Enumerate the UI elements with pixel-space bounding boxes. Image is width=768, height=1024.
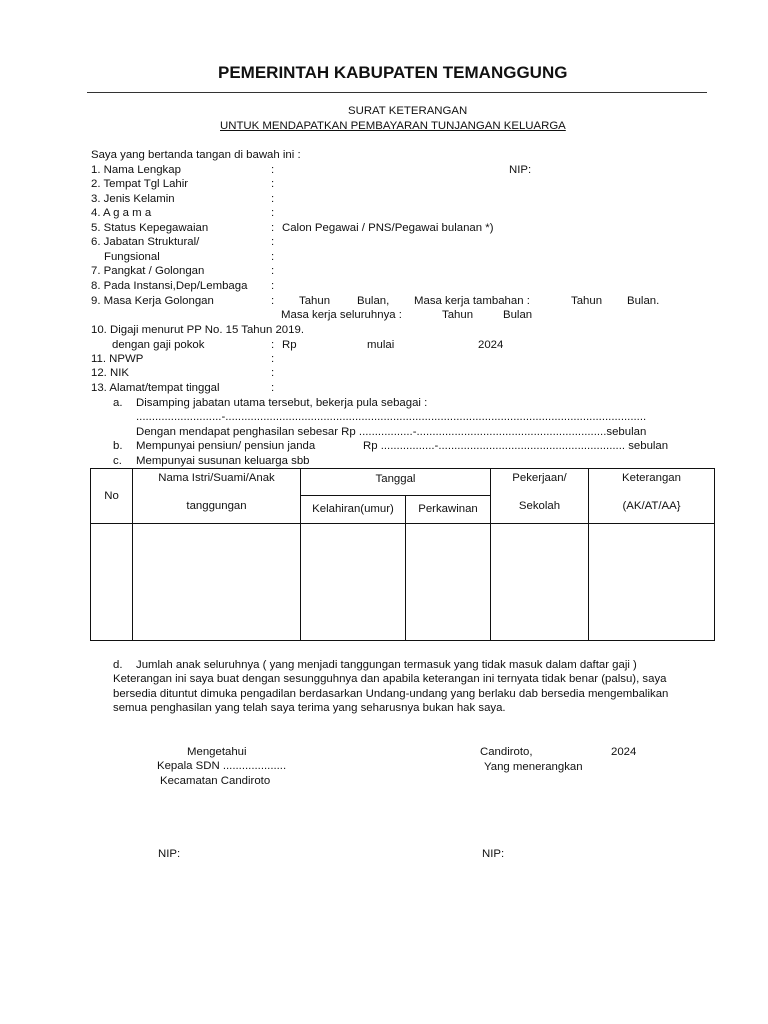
jabatan-label: 6. Jabatan Struktural/	[91, 236, 200, 248]
gaji-rp: Rp	[282, 339, 297, 351]
nama-label: 1. Nama Lengkap	[91, 164, 181, 176]
instansi-label: 8. Pada Instansi,Dep/Lembaga	[91, 280, 248, 292]
status-value: Calon Pegawai / PNS/Pegawai bulanan *)	[282, 222, 494, 234]
letter-purpose: UNTUK MENDAPATKAN PEMBAYARAN TUNJANGAN KELUARGA	[220, 120, 566, 132]
fungsional-colon: :	[271, 251, 275, 263]
statement-line3: semua penghasilan yang telah saya terima yang seharusnya bukan hak saya.	[113, 702, 506, 714]
tambahan-bulan: Bulan.	[627, 295, 660, 307]
sig-left-role: Kepala SDN ....................	[157, 760, 287, 772]
npwp-colon: :	[271, 353, 275, 365]
agama-label: 4. A g a m a	[91, 207, 152, 219]
ttl-label: 2. Tempat Tgl Lahir	[91, 178, 189, 190]
item-b-value: Rp .................-........................................................... sebulan	[363, 440, 669, 452]
gaji-label: 10. Digaji menurut PP No. 15 Tahun 2019.	[91, 324, 304, 336]
nik-colon: :	[271, 367, 275, 379]
header-rule	[87, 92, 707, 93]
nama-header-line2: tanggungan	[186, 499, 247, 512]
sig-right-nip: NIP:	[482, 848, 505, 860]
item-a-text: Disamping jabatan utama tersebut, bekerja pula sebagai :	[136, 397, 428, 409]
jk-colon: :	[271, 193, 275, 205]
masa-colon: :	[271, 295, 275, 307]
item-a-label: a.	[113, 397, 123, 409]
col-nama-header	[133, 469, 301, 524]
col-pekerjaan-header	[491, 469, 589, 524]
cell-kelahiran	[301, 524, 406, 641]
status-label: 5. Status Kepegawaian	[91, 222, 209, 234]
statement-line2: bersedia dituntut dimuka pengadilan berdasarkan Undang-undang yang berlaku dab bersedia mengembalikan	[113, 688, 669, 700]
item-d-text: Jumlah anak seluruhnya ( yang menjadi tanggungan termasuk yang tidak masuk dalam daftar gaji )	[136, 659, 637, 671]
sig-left-office: Kecamatan Candiroto	[160, 775, 271, 787]
jabatan-label-cont: Fungsional	[104, 251, 160, 263]
jabatan-colon: :	[271, 236, 275, 248]
family-table	[90, 468, 715, 641]
keterangan-header-line1: Keterangan	[622, 472, 681, 484]
nip-label: NIP:	[509, 164, 532, 176]
gaji-year: 2024	[478, 339, 504, 351]
cell-no	[91, 524, 133, 641]
masa-bulan: Bulan,	[357, 295, 390, 307]
status-colon: :	[271, 222, 275, 234]
masa-tahun: Tahun	[299, 295, 331, 307]
seluruh-tahun: Tahun	[442, 309, 474, 321]
pangkat-label: 7. Pangkat / Golongan	[91, 265, 205, 277]
instansi-colon: :	[271, 280, 275, 292]
tambahan-tahun: Tahun	[571, 295, 603, 307]
item-c-text: Mempunyai susunan keluarga sbb	[136, 455, 310, 467]
pekerjaan-header-line1: Pekerjaan/	[512, 472, 567, 484]
table-header-row	[91, 469, 715, 496]
masa-seluruh-label: Masa kerja seluruhnya :	[281, 309, 402, 321]
sig-right-place: Candiroto,	[480, 746, 533, 758]
intro-text: Saya yang bertanda tangan di bawah ini :	[91, 149, 301, 161]
cell-perkawinan	[406, 524, 491, 641]
seluruh-bulan: Bulan	[503, 309, 533, 321]
jenis-kelamin-label: 3. Jenis Kelamin	[91, 193, 175, 205]
gaji-pokok-label: dengan gaji pokok	[112, 339, 205, 351]
cell-pekerjaan	[491, 524, 589, 641]
npwp-label: 11. NPWP	[91, 353, 144, 365]
keterangan-header-line2: (AK/AT/AA}	[622, 499, 681, 512]
alamat-colon: :	[271, 382, 275, 394]
sig-right-year: 2024	[611, 746, 637, 758]
cell-nama	[133, 524, 301, 641]
item-a-income: Dengan mendapat penghasilan sebesar Rp .................-............................................................sebulan	[136, 426, 647, 438]
gaji-colon: :	[271, 339, 275, 351]
masa-tambahan-label: Masa kerja tambahan :	[414, 295, 530, 307]
col-kelahiran-header: Kelahiran(umur)	[301, 496, 406, 524]
item-b-label: b.	[113, 440, 123, 452]
agama-colon: :	[271, 207, 275, 219]
item-a-dots: ...........................-.....................................................................................................................................	[136, 411, 647, 423]
sig-left-nip: NIP:	[158, 848, 181, 860]
nama-header-line1: Nama Istri/Suami/Anak	[158, 472, 275, 484]
masa-kerja-label: 9. Masa Kerja Golongan	[91, 295, 214, 307]
letter-type: SURAT KETERANGAN	[348, 105, 468, 117]
ttl-colon: :	[271, 178, 275, 190]
alamat-label: 13. Alamat/tempat tinggal	[91, 382, 220, 394]
col-keterangan-header	[589, 469, 715, 524]
statement-line1: Keterangan ini saya buat dengan sesungguhnya dan apabila keterangan ini ternyata tidak benar (palsu), saya	[113, 673, 667, 685]
nama-colon: :	[271, 164, 275, 176]
gaji-mulai: mulai	[367, 339, 395, 351]
col-perkawinan-header: Perkawinan	[406, 496, 491, 524]
col-no-header: No	[91, 469, 133, 524]
government-header-title: PEMERINTAH KABUPATEN TEMANGGUNG	[218, 63, 568, 82]
item-d-label: d.	[113, 659, 123, 671]
cell-keterangan	[589, 524, 715, 641]
col-tanggal-header: Tanggal	[301, 469, 491, 496]
nik-label: 12. NIK	[91, 367, 129, 379]
sig-right-role: Yang menerangkan	[484, 761, 583, 773]
sig-left-heading: Mengetahui	[187, 746, 247, 758]
item-c-label: c.	[113, 455, 122, 467]
table-row	[91, 524, 715, 641]
item-b-text: Mempunyai pensiun/ pensiun janda	[136, 440, 316, 452]
pangkat-colon: :	[271, 265, 275, 277]
pekerjaan-header-line2: Sekolah	[518, 499, 561, 512]
